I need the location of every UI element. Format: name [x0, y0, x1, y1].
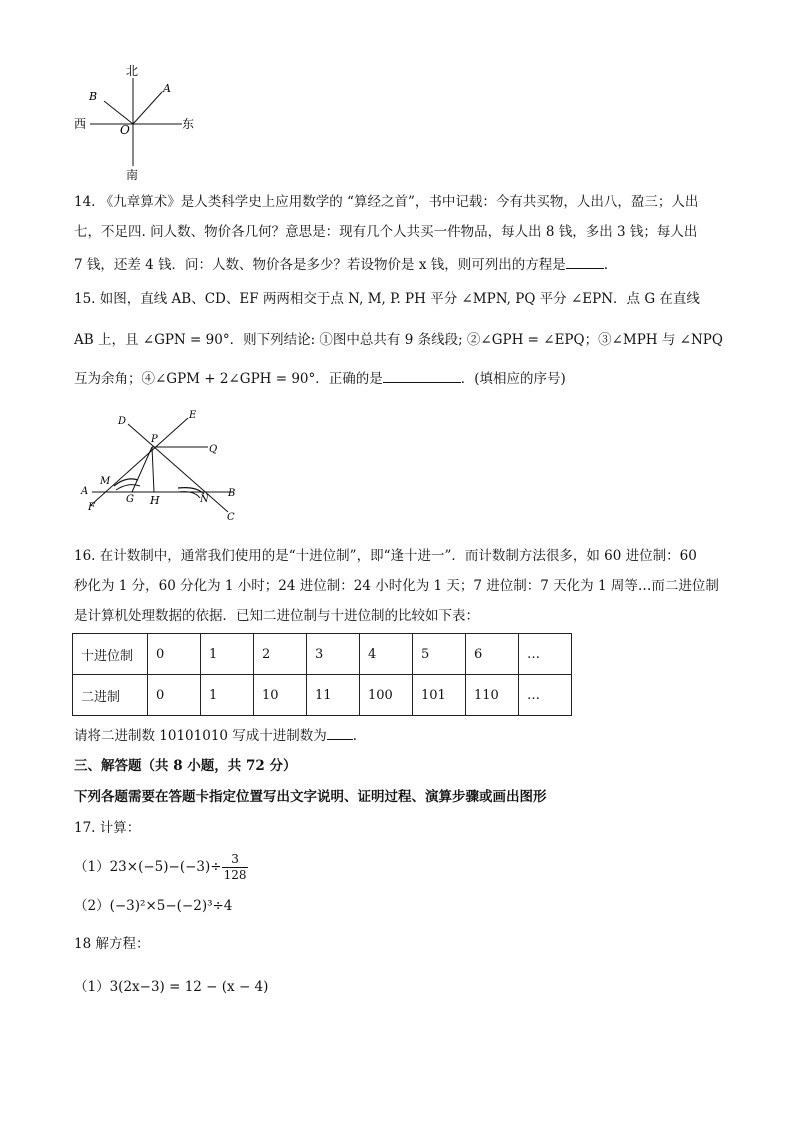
table-row-binary [73, 675, 572, 716]
table-cell: 0 [148, 634, 201, 675]
label-b: B [228, 488, 236, 499]
table-row-decimal [73, 634, 572, 675]
q14-line-3 [74, 254, 608, 275]
table-cell: 3 [307, 634, 360, 675]
table-cell: 10 [254, 675, 307, 716]
q15-answer-blank[interactable] [383, 368, 461, 383]
label-f: F [88, 502, 95, 513]
q16-line-3: 是计算机处理数据的依据．已知二进位制与十进位制的比较如下表： [74, 608, 479, 624]
table-cell: 100 [360, 675, 413, 716]
label-p: P [151, 434, 158, 445]
q14-line-1: 14. 《九章算术》是人类科学史上应用数学的 “算经之首”，书中记载：今有共买物，人出八，盈三；人出 [74, 194, 699, 210]
point-o-label: O [120, 123, 130, 137]
label-d: D [118, 416, 127, 427]
south-label: 南 [126, 168, 139, 182]
table-cell: 110 [466, 675, 519, 716]
table-cell: 2 [254, 634, 307, 675]
table-cell: … [519, 634, 572, 675]
lines-diagram [78, 406, 248, 524]
label-h: H [150, 494, 160, 507]
q14-line-3-text: 7 钱，还差 4 钱．问：人数、物价各是多少？若设物价是 x 钱，则可列出的方程是 [74, 257, 566, 273]
label-n: N [200, 494, 209, 505]
q18-part-1 [74, 977, 268, 997]
q15-line-3-text: 互为余角；④∠GPM + 2∠GPH = 90°．正确的是 [74, 371, 383, 387]
q14-line-2: 七，不足四. 问人数、物价各几何？意思是：现有几个人共买一件物品，每人出 8 钱，多出 3 钱；每人出 [74, 224, 698, 240]
angle-arc-n-2 [178, 492, 200, 498]
north-label: 北 [126, 64, 139, 78]
q16-question [74, 725, 357, 746]
fraction [222, 852, 249, 883]
label-c: C [227, 512, 235, 523]
table-cell: 二进制 [73, 675, 148, 716]
q17-part-2-expr: (−3)²×5−(−2)³÷4 [109, 898, 233, 914]
q15-line-2: AB 上，且 ∠GPN = 90°．则下列结论: ①图中总共有 9 条线段; ②∠GPH = ∠EPQ；③∠MPH 与 ∠NPQ [74, 332, 723, 348]
west-label: 西 [74, 117, 87, 131]
label-m: M [100, 476, 111, 487]
q17-part-2 [74, 896, 232, 916]
ray-oa [133, 92, 162, 124]
table-cell: 101 [413, 675, 466, 716]
table-cell: 4 [360, 634, 413, 675]
q17-part-2-label: （2） [74, 898, 110, 914]
q16-line-1: 16. 在计数制中，通常我们使用的是“十进位制”，即“逢十进一”．而计数制方法很多，如 60 进位制：60 [74, 548, 697, 564]
q16-answer-blank[interactable] [327, 725, 353, 740]
section-3-instruction: 下列各题需要在答题卡指定位置写出文字说明、证明过程、演算步骤或画出图形 [74, 789, 547, 805]
q17-part-1 [74, 848, 248, 886]
q18-part-1-label: （1） [74, 979, 110, 995]
q17-title: 17. 计算： [74, 820, 141, 836]
q16-question-end: . [352, 728, 358, 744]
segment-ph [152, 447, 154, 492]
table-cell: 十进位制 [73, 634, 148, 675]
base-comparison-table [72, 633, 572, 716]
label-g: G [126, 494, 134, 505]
q15-line-3-end: ．(填相应的序号) [460, 371, 566, 387]
q15-line-3 [74, 368, 566, 389]
q18-part-1-expr: 3(2x−3) = 12 − (x − 4) [109, 979, 269, 995]
point-b-label: B [89, 90, 98, 103]
table-cell: 5 [413, 634, 466, 675]
q17-part-1-expr: 23×(−5)−(−3)÷ [109, 859, 222, 875]
table-cell: 1 [201, 675, 254, 716]
label-e: E [189, 410, 197, 421]
fraction-denominator: 128 [223, 868, 247, 882]
q16-question-text: 请将二进制数 10101010 写成十进制数为 [74, 728, 327, 744]
table-cell: 1 [201, 634, 254, 675]
ray-ob [104, 101, 133, 124]
table-cell: 6 [466, 634, 519, 675]
q14-answer-blank[interactable] [566, 254, 604, 269]
compass-diagram [74, 58, 204, 183]
q17-part-1-label: （1） [74, 859, 110, 875]
label-a: A [81, 486, 89, 497]
point-a-label: A [163, 82, 171, 95]
q15-line-1: 15. 如图，直线 AB、CD、EF 两两相交于点 N, M, P. PH 平分 ∠MPN, PQ 平分 ∠EPN．点 G 在直线 [74, 291, 700, 307]
q18-title: 18 解方程： [74, 936, 150, 952]
angle-arc-m-2 [116, 485, 140, 490]
line-ef [90, 418, 188, 506]
east-label: 东 [182, 117, 195, 131]
table-cell: … [519, 675, 572, 716]
q16-line-2: 秒化为 1 分，60 分化为 1 小时；24 进位制：24 小时化为 1 天；7 进位制：7 天化为 1 周等…而二进位制 [74, 578, 719, 594]
section-3-heading: 三、解答题（共 8 小题，共 72 分） [74, 758, 297, 774]
label-q: Q [209, 444, 218, 455]
table-cell: 11 [307, 675, 360, 716]
fraction-numerator: 3 [222, 852, 249, 868]
table-cell: 0 [148, 675, 201, 716]
q14-line-3-end: . [603, 257, 609, 273]
